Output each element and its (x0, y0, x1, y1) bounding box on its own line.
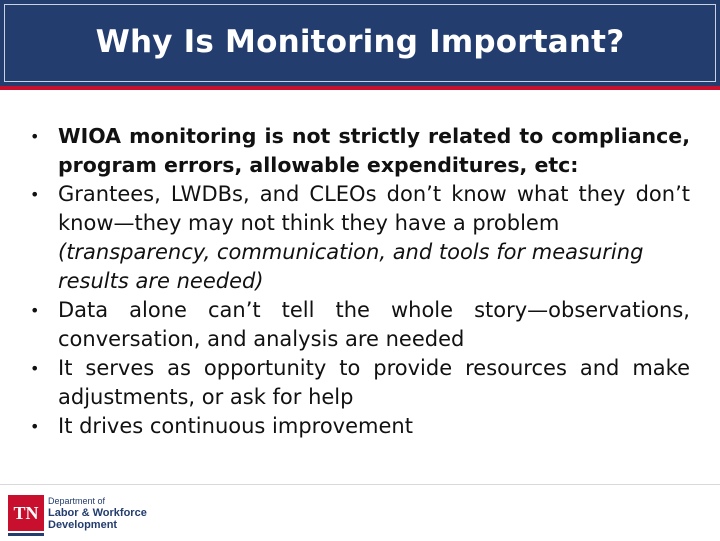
bullet-icon: • (30, 359, 40, 378)
bullet-item-4 (30, 354, 690, 412)
department-line-3: Development (48, 519, 118, 531)
bullet-text-3: Data alone can’t tell the whole story—observations, conversation, and analysis are needed (58, 298, 690, 351)
bullet-text-2-note: (transparency, communication, and tools for measuring results are needed) (58, 240, 644, 293)
bullet-icon: • (30, 301, 40, 320)
title-bar (0, 0, 720, 90)
bullet-icon: • (30, 127, 40, 146)
bullet-text-5: It drives continuous improvement (58, 414, 413, 438)
footer (0, 484, 720, 541)
bullet-item-2 (30, 180, 690, 296)
bullet-item-3 (30, 296, 690, 354)
department-line-1: Department of (48, 496, 106, 506)
bullet-item-1 (30, 122, 690, 180)
bullet-icon: • (30, 417, 40, 436)
bullet-item-5 (30, 412, 690, 441)
department-name (48, 495, 147, 531)
bullet-list (30, 122, 690, 441)
bullet-icon: • (30, 185, 40, 204)
tn-logo-icon: TN (8, 495, 44, 531)
bullet-text-2: Grantees, LWDBs, and CLEOs don’t know what they don’t know—they may not think they have a problem (58, 182, 690, 235)
bullet-list-container (30, 122, 690, 441)
bullet-text-1: WIOA monitoring is not strictly related to compliance, program errors, allowable expenditures, etc: (58, 124, 690, 177)
slide-title: Why Is Monitoring Important? (95, 24, 625, 60)
department-logo (8, 495, 148, 535)
bullet-text-4: It serves as opportunity to provide resources and make adjustments, or ask for help (58, 356, 690, 409)
logo-underline (8, 533, 44, 536)
department-line-2: Labor & Workforce (48, 507, 147, 519)
